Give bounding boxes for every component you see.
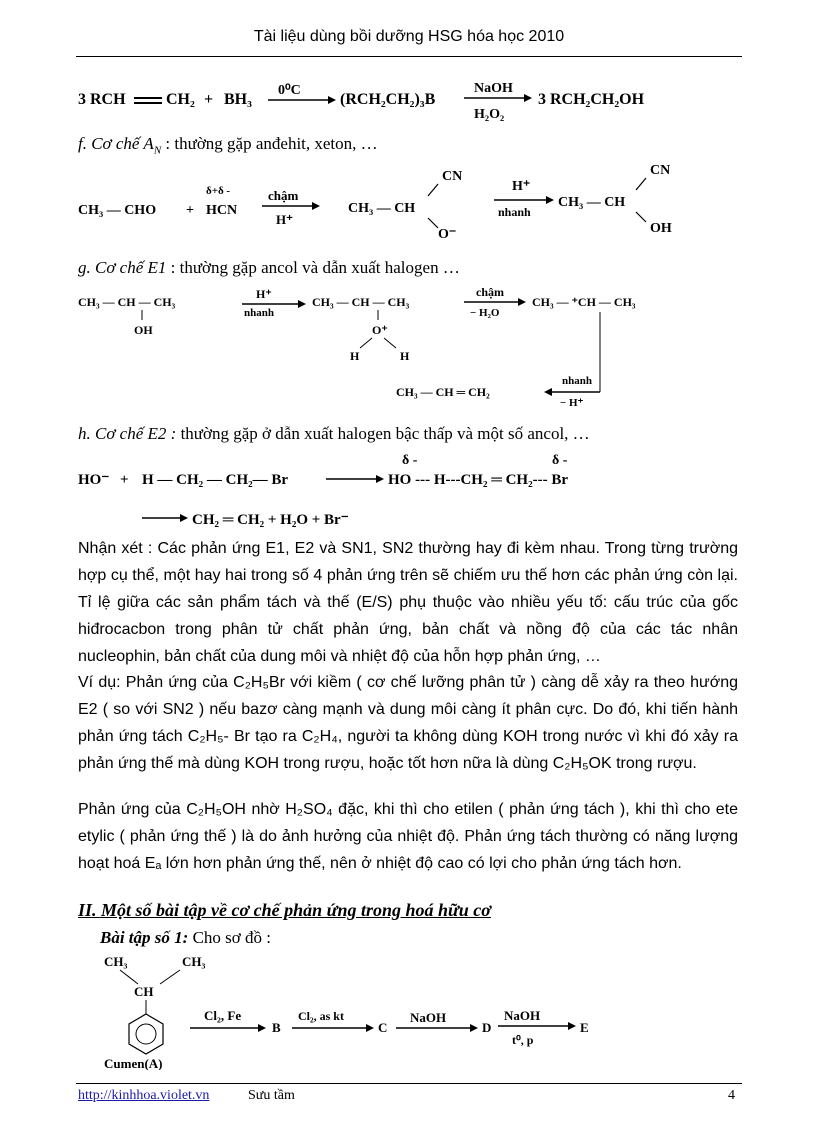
label-e2	[78, 424, 590, 444]
e1-arrow1-head	[298, 300, 306, 308]
eq1-cond1: 0⁰C	[278, 83, 301, 98]
an-prod-bond-cn	[636, 178, 646, 190]
an-int-bond-cn	[428, 184, 438, 196]
cumene-scheme	[76, 950, 616, 1070]
label-e2-desc: thường gặp ở dẫn xuất halogen bậc thấp và một số ancol, …	[180, 424, 590, 443]
an-reactant2: HCN	[206, 203, 238, 218]
e1-cond3-bottom: − H⁺	[560, 397, 584, 409]
hydroboration-equation	[76, 70, 676, 126]
e2-arrow2-head	[180, 514, 188, 522]
e1-cond1-top: H⁺	[256, 287, 272, 301]
label-e2-text: h. Cơ chế E2 :	[78, 424, 177, 443]
step4-cond-top: NaOH	[504, 1008, 541, 1023]
eq1-cond2-top: NaOH	[474, 81, 513, 96]
eq1-plus: +	[204, 91, 214, 108]
e1-cond3-top: nhanh	[562, 375, 592, 387]
e1-arrow2-head	[518, 298, 526, 306]
bond-ch3-right	[160, 970, 180, 984]
benzene-ring-circle	[136, 1024, 156, 1044]
an-prod-oh: OH	[650, 221, 672, 236]
cumene-ch3-left: CH₃	[104, 954, 128, 969]
an-arrow2-head	[546, 196, 554, 204]
eq1-borane: BH₃	[224, 91, 252, 108]
e1-cond2-bottom: − H₂O	[470, 307, 500, 319]
arrow-step4-head	[568, 1022, 576, 1030]
e1-product: CH₃ — CH ═ CH₂	[396, 385, 490, 399]
e1-cond2-top: chậm	[476, 285, 504, 299]
arrow-step2-head	[366, 1024, 374, 1032]
eq1-product: 3 RCH₂CH₂OH	[538, 91, 645, 108]
an-prod-bond-oh	[636, 212, 646, 222]
e1-reactant-oh: OH	[134, 323, 153, 337]
eq1-alkene-end: CH₂	[166, 91, 195, 108]
paragraph-vi-du: Ví dụ: Phản ứng của C₂H₅Br với kiềm ( cơ chế lưỡng phân tử ) càng dễ xảy ra theo hướng E2 ( so với SN2 ) nếu bazơ càng mạnh và dung môi càng ít phân cực. Do đó, khi tiến hành phản ứng tách C₂H₅- Br tạo ra C₂H₄, người ta không dùng KOH trong nước vì khi đó xảy ra phản ứng thế mà dùng KOH trong rượu, hoặc tốt hơn nữa là dùng C₂H₅OK trong rượu.	[78, 674, 738, 772]
label-e1-desc: : thường gặp ancol và dẫn xuất halogen …	[170, 258, 460, 277]
footer-rule	[76, 1083, 742, 1084]
compound-d: D	[482, 1020, 492, 1035]
e1-int1-bond-h2	[384, 338, 396, 348]
e1-int2: CH₃ — ⁺CH — CH₃	[532, 295, 636, 309]
an-charges: δ+δ -	[206, 185, 231, 197]
page-header: Tài liệu dùng bồi dưỡng HSG hóa học 2010	[253, 28, 565, 45]
label-e1-text: g. Cơ chế E1	[78, 258, 167, 277]
an-reactant1: CH₃ — CHO	[78, 203, 157, 218]
arrow-step3-head	[470, 1024, 478, 1032]
an-arrow1-head	[312, 202, 320, 210]
e1-reactant: CH₃ — CH — CH₃	[78, 295, 176, 309]
eq1-intermediate: (RCH₂CH₂)₃B	[340, 91, 436, 108]
section-title: II. Một số bài tập về cơ chế phản ứng trong hoá hữu cơ	[78, 900, 491, 920]
e2-delta2: δ -	[552, 453, 568, 468]
e1-int1-h2: H	[400, 349, 410, 363]
e2-reactant2: H — CH₂ — CH₂— Br	[142, 472, 289, 488]
compound-e: E	[580, 1020, 589, 1035]
e1-arrow3-head	[544, 388, 552, 396]
e2-transition-state: HO --- H---CH₂ ═ CH₂--- Br	[388, 472, 568, 488]
label-an-desc: : thường gặp anđehit, xeton, …	[165, 134, 378, 153]
exercise-label: Bài tập số 1:	[100, 928, 189, 947]
e1-int1: CH₃ — CH — CH₃	[312, 295, 410, 309]
cumene-ch: CH	[134, 984, 154, 999]
e2-delta1: δ -	[402, 453, 418, 468]
compound-b: B	[272, 1020, 281, 1035]
an-prod-left: CH₃ — CH	[558, 195, 626, 210]
e1-mechanism	[76, 280, 696, 410]
eq1-reactant: 3 RCH	[78, 91, 126, 108]
cumene-ch3-right: CH₃	[182, 954, 206, 969]
an-int-o: O⁻	[438, 227, 457, 242]
paragraph-nhan-xet: Nhận xét : Các phản ứng E1, E2 và SN1, SN2 thường hay đi kèm nhau. Trong từng trường hợp cụ thể, một hay hai trong số 4 phản ứng trên sẽ chiếm ưu thế hơn các phản ứng còn lại. Tỉ lệ giữa các sản phẩm tách và thế (E/S) phụ thuộc vào nhiều yếu tố: cấu trúc của gốc hiđrocacbon trong phân tử chất phản ứng, bản chất và nồng độ của các tác nhân nucleophin, bản chất của dung môi và nhiệt độ của hỗn hợp phản ứng, …	[78, 540, 738, 665]
footer-source: Sưu tầm	[248, 1088, 295, 1103]
e2-product: CH₂ ═ CH₂ + H₂O + Br⁻	[192, 512, 349, 528]
arrow-step1-head	[258, 1024, 266, 1032]
e1-int1-o: O⁺	[372, 323, 388, 337]
label-an	[78, 134, 378, 156]
label-e1	[78, 258, 460, 278]
footer-link[interactable]: http://kinhhoa.violet.vn	[78, 1088, 210, 1103]
step1-cond: Cl₂, Fe	[204, 1008, 242, 1023]
header-rule	[76, 56, 742, 57]
step2-cond: Cl₂, as kt	[298, 1009, 344, 1023]
e1-int1-bond-h1	[360, 338, 372, 348]
an-prod-cn: CN	[650, 163, 671, 178]
an-int-cn: CN	[442, 169, 463, 184]
e2-reactant1: HO⁻	[78, 472, 110, 488]
an-cond2-bottom: nhanh	[498, 205, 531, 219]
exercise-text: Cho sơ đồ :	[192, 928, 271, 947]
e1-cond1-bottom: nhanh	[244, 307, 274, 319]
eq1-cond2-bottom: H₂O₂	[474, 107, 505, 122]
page-number: 4	[728, 1088, 735, 1103]
an-mechanism	[76, 160, 696, 242]
e2-mechanism	[76, 448, 696, 534]
an-cond1-bottom: H⁺	[276, 212, 293, 227]
exercise-intro	[100, 928, 271, 948]
label-an-sub: N	[153, 144, 162, 157]
step3-cond: NaOH	[410, 1010, 447, 1025]
eq1-arrow2-head	[524, 94, 532, 102]
compound-c: C	[378, 1020, 388, 1035]
paragraph-ethanol: Phản ứng của C₂H₅OH nhờ H₂SO₄ đặc, khi thì cho etilen ( phản ứng tách ), khi thì cho ete etylic ( phản ứng thế ) là do ảnh hưởng của nhiệt độ. Phản ứng tách thường có năng lượng hoạt hoá Eₐ lớn hơn phản ứng thế, nên ở nhiệt độ cao có lợi cho phản ứng tách hơn.	[78, 801, 738, 872]
benzene-ring	[129, 1014, 163, 1054]
e1-int1-h1: H	[350, 349, 360, 363]
an-int-bond-o	[428, 218, 438, 228]
eq1-arrow1-head	[328, 96, 336, 104]
an-cond1-top: chậm	[268, 188, 299, 203]
step4-cond-bottom: t⁰, p	[512, 1033, 534, 1047]
cumene-label: Cumen(A)	[104, 1056, 163, 1070]
bond-ch3-left	[120, 970, 138, 984]
an-plus: +	[186, 203, 194, 218]
label-an-text: f. Cơ chế A	[78, 134, 154, 153]
e2-plus: +	[120, 472, 129, 488]
an-cond2-top: H⁺	[512, 179, 531, 194]
an-int-left: CH₃ — CH	[348, 201, 416, 216]
e2-arrow1-head	[376, 475, 384, 483]
